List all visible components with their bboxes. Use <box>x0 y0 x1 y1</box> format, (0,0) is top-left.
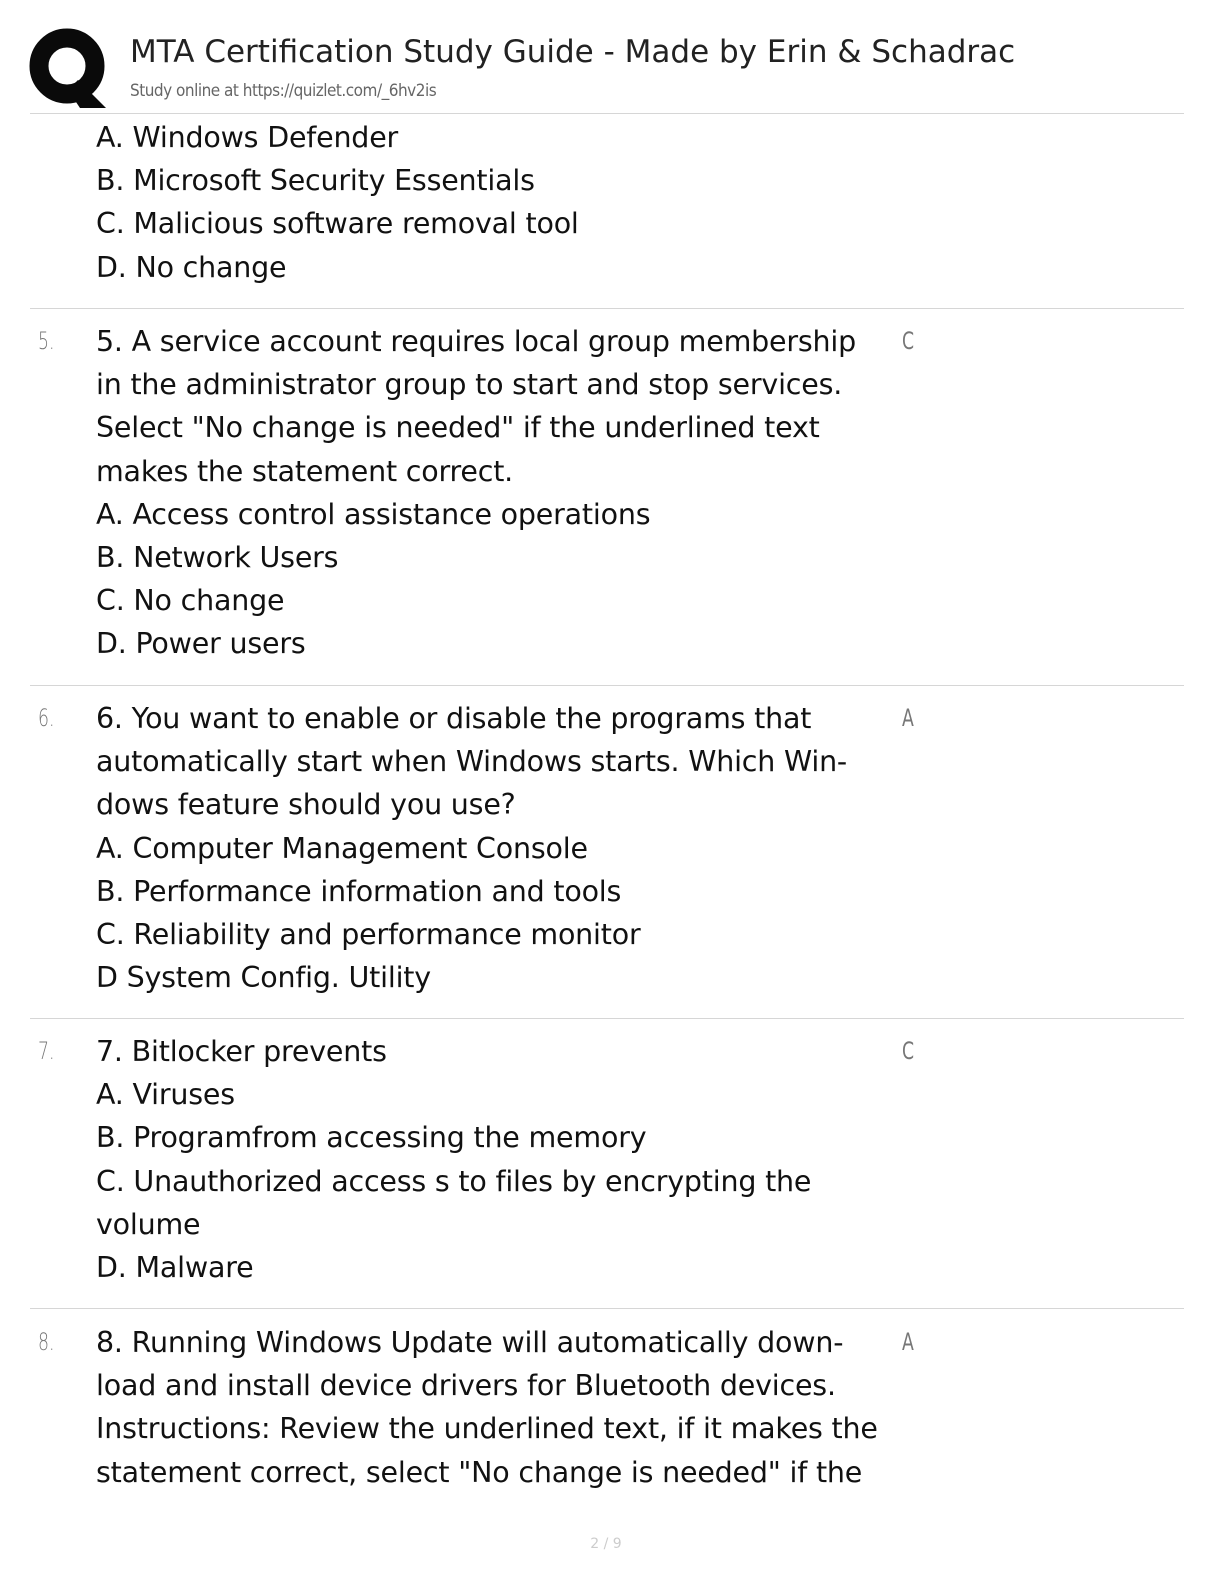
card-number: 6. <box>38 704 55 732</box>
card-answer: A <box>902 1328 914 1356</box>
quizlet-logo-icon <box>28 28 110 110</box>
card-term: 5. A service account requires local group membership in the administrator group to start and stop services. Select "No change is needed" if the underlined text makes the statement correct. A. Access control assistance operations B. Network Users C. No change D. Power users <box>96 325 857 661</box>
document-header <box>0 0 1224 114</box>
card-term: 7. Bitlocker prevents A. Viruses B. Programfrom accessing the memory C. Unauthorized access s to files by encrypting the volume D. Malware <box>96 1035 812 1285</box>
card-term: 6. You want to enable or disable the programs that automatically start when Windows starts. Which Win- dows feature should you use? A. Computer Management Console B. Performance information and tools C. Reliability and performance monitor D System Config. Utility <box>96 702 848 995</box>
header-divider <box>30 113 1184 114</box>
card-answer: C <box>902 327 915 355</box>
document-title: MTA Certification Study Guide - Made by Erin & Schadrac <box>130 34 1016 70</box>
card-term: A. Windows Defender B. Microsoft Security Essentials C. Malicious software removal tool D. No change <box>96 121 579 284</box>
card-term: 8. Running Windows Update will automatically down- load and install device drivers for Bluetooth devices. Instructions: Review the underlined text, if it makes the statement correct, select "No change is needed" if the <box>96 1326 878 1489</box>
card-number: 5. <box>38 327 55 355</box>
card-divider <box>30 1308 1184 1309</box>
page-number: 2 / 9 <box>590 1536 622 1552</box>
card-number: 8. <box>38 1328 55 1356</box>
card-number: 7. <box>38 1037 55 1065</box>
card-divider <box>30 1018 1184 1019</box>
card-divider <box>30 308 1184 309</box>
card-answer: C <box>902 1037 915 1065</box>
document-subtitle: Study online at https://quizlet.com/_6hv2is <box>130 81 437 101</box>
card-answer: A <box>902 704 914 732</box>
card-divider <box>30 685 1184 686</box>
